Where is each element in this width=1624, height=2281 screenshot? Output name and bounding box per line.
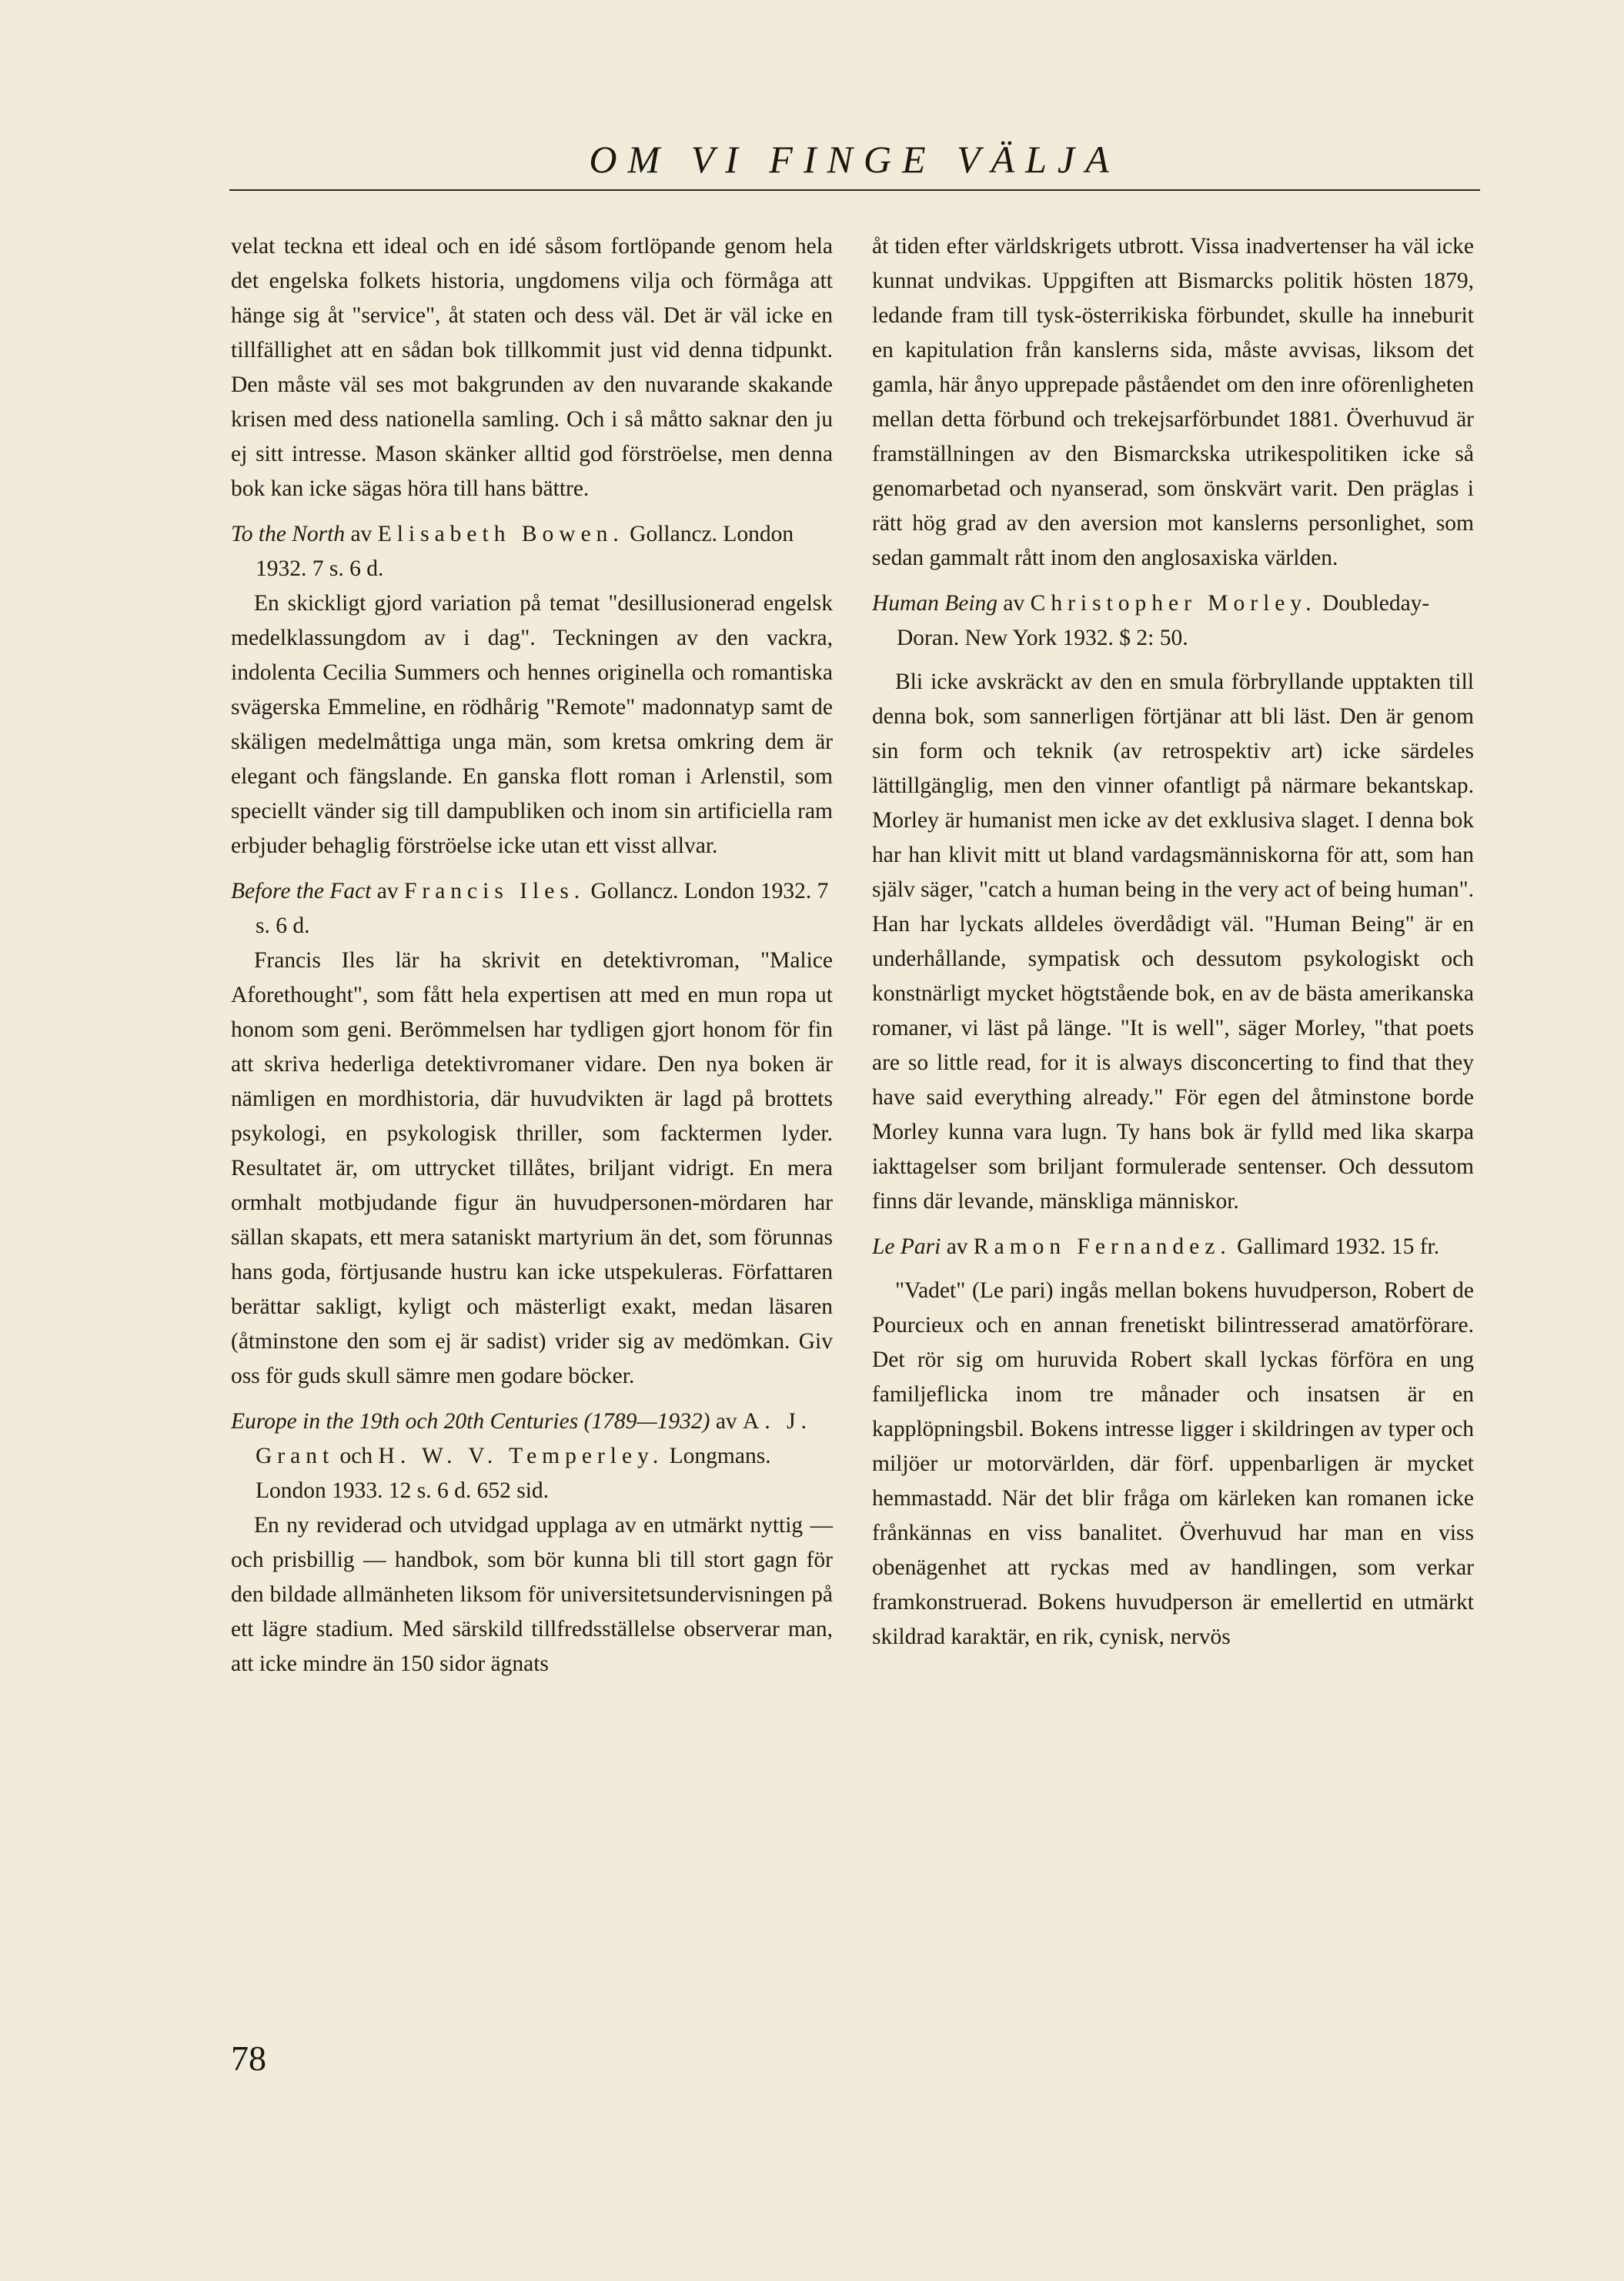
av-word: av xyxy=(715,1409,737,1434)
book-entry-before-the-fact xyxy=(231,874,833,943)
book-title: To the North xyxy=(231,522,346,546)
book-entry-to-the-north xyxy=(231,517,833,586)
publication-info: Doubleday-Doran. New York 1932. $ 2: 50. xyxy=(897,591,1430,650)
book-entry-le-pari xyxy=(872,1230,1474,1264)
book-author: Francis Iles. xyxy=(403,879,586,903)
book-entry-human-being xyxy=(872,586,1474,656)
av-word: av xyxy=(376,879,399,903)
av-word: av xyxy=(1003,591,1025,616)
right-column xyxy=(872,229,1474,1655)
header-rule xyxy=(229,189,1480,191)
av-word: av xyxy=(350,522,373,546)
book-title: Human Being xyxy=(872,591,998,616)
book-title: Europe in the 19th och 20th Centuries (1789—1932) xyxy=(231,1409,710,1434)
publication-info: Gallimard 1932. 15 fr. xyxy=(1237,1234,1440,1259)
continued-paragraph: åt tiden efter världskrigets utbrott. Vissa inadvertenser ha väl icke kunnat undvikas. Uppgiften att Bismarcks politik hösten 1879, ledande fram till tysk-österrikiska förbundet, skulle ha inneburit en kapitulation från kanslerns sida, måste avvisas, liksom det gamla, här ånyo upprepade påståendet om den inre oförenligheten mellan detta förbund och trekejsarförbundet 1881. Överhuvud är framställningen av den Bismarckska utrikespolitiken icke så genomarbetad och nyanserad, som önskvärt varit. Den präglas i rätt hög grad av den aversion mot kanslerns personlighet, som sedan gammalt rått inom den anglosaxiska världen. xyxy=(872,234,1474,570)
page-number: 78 xyxy=(231,2039,266,2078)
book-entry-europe xyxy=(231,1404,833,1508)
review-before-the-fact: Francis Iles lär ha skrivit en detektivroman, "Malice Aforethought", som fått hela expertisen att med en mun ropa ut honom som geni. Berömmelsen har tydligen gjort honom för fin att skriva hederliga detektivromaner vidare. Den nya boken är nämligen en mordhistoria, där huvudvikten är lagd på brottets psykologi, en psykologisk thriller, som facktermen lyder. Resultatet är, om uttrycket tillåtes, briljant vidrigt. En mera ormhalt motbjudande figur än huvudpersonen-mördaren har sällan skapats, ett mera sataniskt martyrium än det, som förunnas hans goda, förtjusande hustru kan icke utspekuleras. Författaren berättar sakligt, kyligt och mästerligt exakt, medan läsaren (åtminstone den som ej är sadist) vrider sig av medömkan. Giv oss för guds skull sämre men godare böcker. xyxy=(231,948,833,1388)
publication-info: Longmans. London 1933. 12 s. 6 d. 652 sid. xyxy=(256,1444,771,1503)
book-author: Ramon Fernandez. xyxy=(973,1234,1231,1259)
book-title: Le Pari xyxy=(872,1234,941,1259)
review-human-being: Bli icke avskräckt av den en smula förbryllande upptakten till denna bok, som sannerligen förtjänar att bli läst. Den är genom sin form och teknik (av retrospektiv art) icke särdeles lättillgänglig, men den vinner ofantligt på närmare bekantskap. Morley är humanist men icke av det exklusiva slaget. I denna bok har han klivit mitt ut bland vardagsmänniskorna för att, som han själv säger, "catch a human being in the very act of being human". Han har lyckats alldeles överdådigt väl. "Human Being" är en underhållande, sympatisk och dessutom psykologiskt och konstnärligt mycket högtstående bok, en av de bästa amerikanska romaner, vi läst på länge. "It is well", säger Morley, "that poets are so little read, for it is always disconcerting to find that they have said everything already." För egen del åtminstone borde Morley kunna vara lugn. Ty hans bok är fylld med lika skarpa iakttagelser som briljant formulerade sentenser. Och dessutom finns där levande, mänskliga människor. xyxy=(872,670,1474,1214)
av-word: av xyxy=(946,1234,968,1259)
book-author: Elisabeth Bowen. xyxy=(377,522,624,546)
book-title: Before the Fact xyxy=(231,879,372,903)
left-column xyxy=(231,229,833,1682)
publication-info: Gollancz. London 1932. 7 s. 6 d. xyxy=(256,522,794,581)
review-le-pari: "Vadet" (Le pari) ingås mellan bokens huvudperson, Robert de Pourcieux och en annan frenetiskt bilintresserad amatörförare. Det rör sig om huruvida Robert skall lyckas förföra en ung familjeflicka inom tre månader och insatsen är en kapplöpningsbil. Bokens intresse ligger i skildringen av typer och miljöer ur motorvärlden, där förf. uppenbarligen är mycket hemmastadd. När det blir fråga om kärleken kan romanen icke frånkännas en viss banalitet. Överhuvud har man en viss obenägenhet att ryckas med av handlingen, som verkar framkonstruerad. Bokens huvudperson är emellertid en utmärkt skildrad karaktär, en rik, cynisk, nervös xyxy=(872,1278,1474,1649)
book-author: Christopher Morley. xyxy=(1030,591,1317,616)
review-europe: En ny reviderad och utvidgad upplaga av en utmärkt nyttig — och prisbillig — handbok, som bör kunna bli till stort gagn för den bildade allmänheten liksom för universitetsundervisningen på ett lägre stadium. Med särskild tillfredsställelse observerar man, att icke mindre än 150 sidor ägnats xyxy=(231,1513,833,1676)
book-author: H. W. V. Temperley. xyxy=(378,1444,664,1468)
och-word: och xyxy=(339,1444,373,1468)
review-to-the-north: En skickligt gjord variation på temat "desillusionerad engelsk medelklassungdom av i dag". Teckningen av den vackra, indolenta Cecilia Summers och hennes originella och romantiska svägerska Emmeline, en rödhårig "Remote" madonnatyp samt de skäligen medelmåttiga unga män, som kretsa omkring dem är elegant och fängslande. En ganska flott roman i Arlenstil, som speciellt vänder sig till dampubliken och inom sin artificiella ram erbjuder behaglig förströelse icke utan ett visst allvar. xyxy=(231,591,833,858)
publication-info: Gollancz. London 1932. 7 s. 6 d. xyxy=(256,879,829,938)
book-author: A. J. Grant xyxy=(256,1409,812,1468)
running-title: OM VI FINGE VÄLJA xyxy=(589,138,1120,181)
intro-paragraph: velat teckna ett ideal och en idé såsom fortlöpande genom hela det engelska folkets historia, ungdomens vilja och förmåga att hänge sig åt "service", åt staten och dess väl. Det är väl icke en tillfällighet att en sådan bok tillkommit just vid denna tidpunkt. Den måste väl ses mot bakgrunden av den nuvarande skakande krisen med dess nationella samling. Och i så måtto saknar den ju ej sitt intresse. Mason skänker alltid god förströelse, men denna bok kan icke sägas höra till hans bättre. xyxy=(231,234,833,501)
